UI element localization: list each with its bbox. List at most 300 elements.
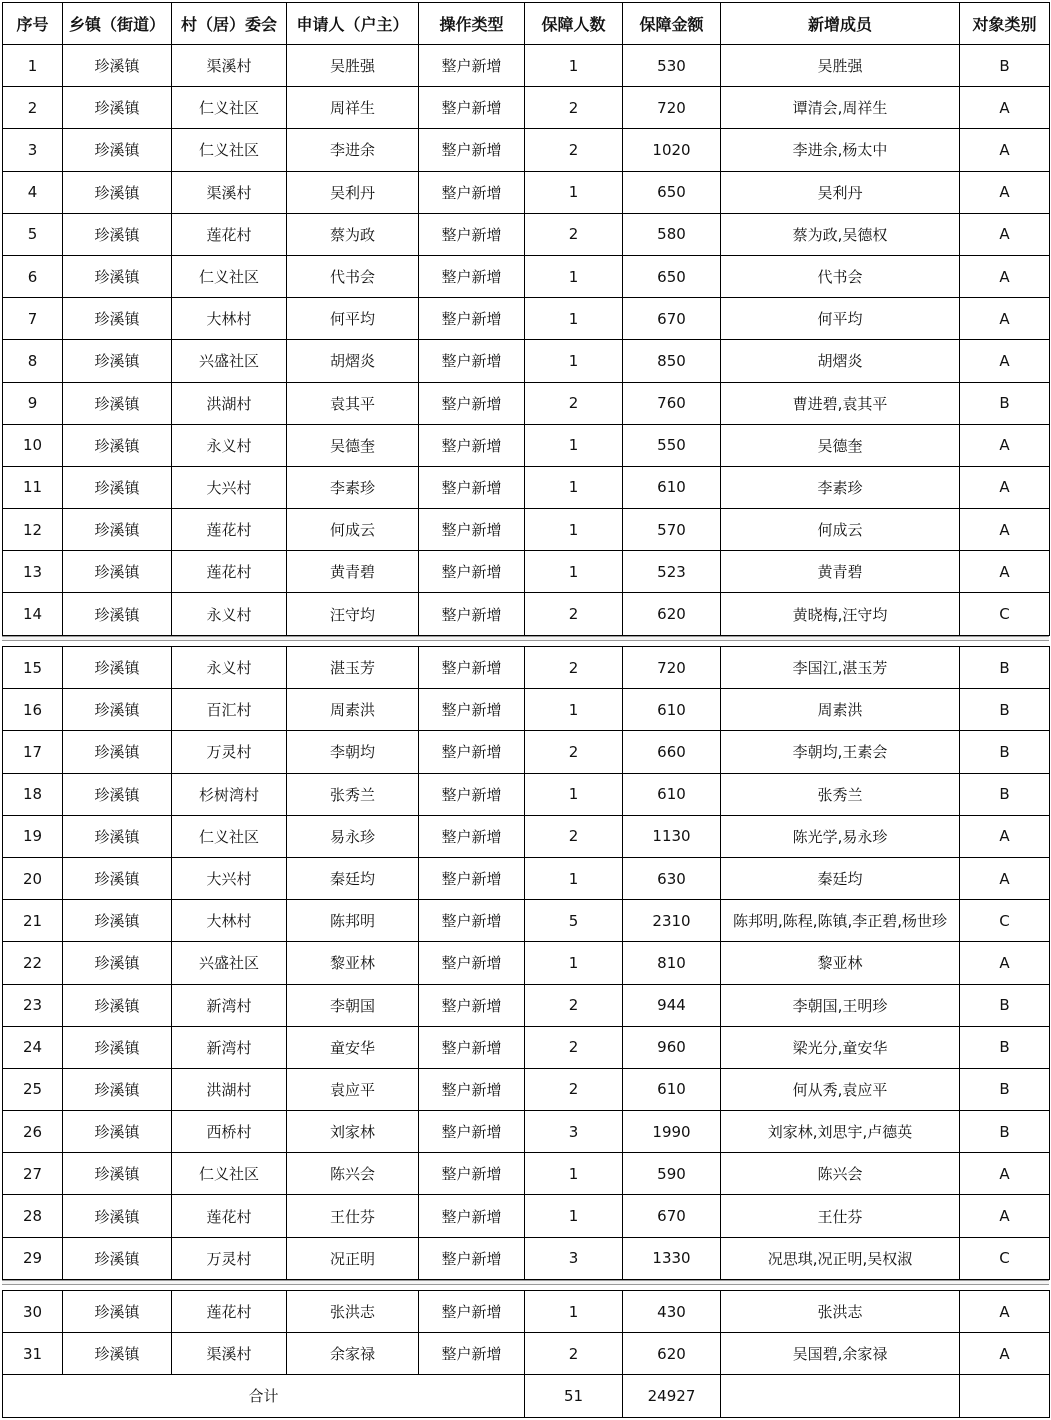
cell-village: 大林村 [172, 900, 287, 942]
cell-persons: 2 [525, 593, 623, 635]
cell-applicant: 何平均 [287, 298, 419, 340]
cell-town: 珍溪镇 [63, 382, 172, 424]
table-row [3, 129, 1050, 171]
cell-operation: 整户新增 [419, 213, 525, 255]
cell-members: 周素洪 [721, 689, 960, 731]
cell-town: 珍溪镇 [63, 900, 172, 942]
cell-amount: 570 [623, 509, 721, 551]
cell-persons: 3 [525, 1111, 623, 1153]
cell-amount: 1330 [623, 1237, 721, 1279]
table-row [3, 171, 1050, 213]
cell-amount: 720 [623, 647, 721, 689]
table-row [3, 1111, 1050, 1153]
cell-town: 珍溪镇 [63, 1068, 172, 1110]
cell-village: 大兴村 [172, 466, 287, 508]
cell-category: A [960, 1195, 1050, 1237]
cell-village: 仁义社区 [172, 1153, 287, 1195]
cell-applicant: 周祥生 [287, 87, 419, 129]
cell-category: A [960, 857, 1050, 899]
cell-village: 新湾村 [172, 1026, 287, 1068]
cell-town: 珍溪镇 [63, 340, 172, 382]
cell-seq: 2 [3, 87, 63, 129]
cell-members: 刘家林,刘思宇,卢德英 [721, 1111, 960, 1153]
cell-operation: 整户新增 [419, 1068, 525, 1110]
cell-village: 渠溪村 [172, 171, 287, 213]
table-row [3, 255, 1050, 297]
table-row [3, 1333, 1050, 1375]
cell-members: 蔡为政,吴德权 [721, 213, 960, 255]
cell-amount: 430 [623, 1291, 721, 1333]
cell-town: 珍溪镇 [63, 129, 172, 171]
total-amount: 24927 [623, 1375, 721, 1417]
cell-persons: 1 [525, 773, 623, 815]
cell-operation: 整户新增 [419, 1153, 525, 1195]
cell-applicant: 易永珍 [287, 815, 419, 857]
cell-village: 仁义社区 [172, 87, 287, 129]
col-header-village: 村（居）委会 [172, 3, 287, 45]
cell-applicant: 张秀兰 [287, 773, 419, 815]
cell-town: 珍溪镇 [63, 466, 172, 508]
table-row [3, 382, 1050, 424]
cell-amount: 620 [623, 593, 721, 635]
cell-village: 永义村 [172, 593, 287, 635]
cell-town: 珍溪镇 [63, 1333, 172, 1375]
cell-seq: 10 [3, 424, 63, 466]
cell-persons: 2 [525, 87, 623, 129]
table-row [3, 647, 1050, 689]
cell-town: 珍溪镇 [63, 45, 172, 87]
cell-village: 兴盛社区 [172, 340, 287, 382]
cell-persons: 1 [525, 340, 623, 382]
col-header-operation: 操作类型 [419, 3, 525, 45]
table-row [3, 509, 1050, 551]
cell-category: B [960, 45, 1050, 87]
cell-category: A [960, 1333, 1050, 1375]
table-row [3, 857, 1050, 899]
cell-persons: 1 [525, 1153, 623, 1195]
cell-operation: 整户新增 [419, 45, 525, 87]
cell-members: 王仕芬 [721, 1195, 960, 1237]
cell-applicant: 汪守均 [287, 593, 419, 635]
cell-seq: 30 [3, 1291, 63, 1333]
cell-persons: 2 [525, 731, 623, 773]
cell-village: 莲花村 [172, 1291, 287, 1333]
cell-village: 西桥村 [172, 1111, 287, 1153]
table-row [3, 298, 1050, 340]
cell-applicant: 余家禄 [287, 1333, 419, 1375]
cell-village: 永义村 [172, 424, 287, 466]
cell-applicant: 吴胜强 [287, 45, 419, 87]
cell-village: 永义村 [172, 647, 287, 689]
cell-persons: 2 [525, 382, 623, 424]
cell-persons: 1 [525, 551, 623, 593]
cell-seq: 18 [3, 773, 63, 815]
cell-members: 张秀兰 [721, 773, 960, 815]
cell-village: 大兴村 [172, 857, 287, 899]
cell-applicant: 张洪志 [287, 1291, 419, 1333]
cell-village: 万灵村 [172, 731, 287, 773]
cell-applicant: 童安华 [287, 1026, 419, 1068]
cell-members: 李进余,杨太中 [721, 129, 960, 171]
cell-operation: 整户新增 [419, 593, 525, 635]
cell-applicant: 王仕芬 [287, 1195, 419, 1237]
cell-category: A [960, 87, 1050, 129]
cell-category: A [960, 255, 1050, 297]
cell-persons: 2 [525, 984, 623, 1026]
cell-operation: 整户新增 [419, 1195, 525, 1237]
cell-applicant: 陈兴会 [287, 1153, 419, 1195]
cell-operation: 整户新增 [419, 942, 525, 984]
cell-persons: 1 [525, 255, 623, 297]
cell-category: C [960, 900, 1050, 942]
cell-applicant: 黎亚林 [287, 942, 419, 984]
cell-amount: 670 [623, 1195, 721, 1237]
table-row [3, 45, 1050, 87]
cell-town: 珍溪镇 [63, 593, 172, 635]
cell-village: 莲花村 [172, 551, 287, 593]
cell-persons: 1 [525, 509, 623, 551]
cell-persons: 2 [525, 1026, 623, 1068]
cell-operation: 整户新增 [419, 857, 525, 899]
cell-seq: 27 [3, 1153, 63, 1195]
cell-village: 渠溪村 [172, 1333, 287, 1375]
cell-applicant: 李朝国 [287, 984, 419, 1026]
cell-seq: 12 [3, 509, 63, 551]
cell-amount: 670 [623, 298, 721, 340]
cell-persons: 5 [525, 900, 623, 942]
cell-operation: 整户新增 [419, 551, 525, 593]
table-row [3, 900, 1050, 942]
cell-members: 梁光分,童安华 [721, 1026, 960, 1068]
cell-amount: 610 [623, 466, 721, 508]
cell-applicant: 周素洪 [287, 689, 419, 731]
cell-town: 珍溪镇 [63, 171, 172, 213]
cell-persons: 3 [525, 1237, 623, 1279]
table-row [3, 773, 1050, 815]
cell-town: 珍溪镇 [63, 1237, 172, 1279]
cell-applicant: 刘家林 [287, 1111, 419, 1153]
cell-persons: 2 [525, 647, 623, 689]
cell-seq: 1 [3, 45, 63, 87]
cell-seq: 17 [3, 731, 63, 773]
cell-town: 珍溪镇 [63, 773, 172, 815]
col-header-category: 对象类别 [960, 3, 1050, 45]
table-row [3, 340, 1050, 382]
col-header-town: 乡镇（街道） [63, 3, 172, 45]
cell-applicant: 蔡为政 [287, 213, 419, 255]
cell-category: B [960, 1111, 1050, 1153]
table-body-1 [3, 45, 1050, 636]
cell-persons: 1 [525, 857, 623, 899]
cell-operation: 整户新增 [419, 424, 525, 466]
cell-applicant: 李朝均 [287, 731, 419, 773]
cell-applicant: 袁其平 [287, 382, 419, 424]
cell-amount: 580 [623, 213, 721, 255]
cell-operation: 整户新增 [419, 1291, 525, 1333]
total-category-empty [960, 1375, 1050, 1417]
cell-members: 李素珍 [721, 466, 960, 508]
cell-category: B [960, 731, 1050, 773]
total-persons: 51 [525, 1375, 623, 1417]
cell-operation: 整户新增 [419, 1111, 525, 1153]
cell-seq: 5 [3, 213, 63, 255]
table-row [3, 1291, 1050, 1333]
cell-operation: 整户新增 [419, 171, 525, 213]
cell-category: B [960, 1026, 1050, 1068]
table-header-row [3, 3, 1050, 45]
table-row [3, 984, 1050, 1026]
cell-town: 珍溪镇 [63, 1195, 172, 1237]
table-row [3, 942, 1050, 984]
cell-persons: 1 [525, 466, 623, 508]
cell-category: A [960, 551, 1050, 593]
cell-members: 李朝均,王素会 [721, 731, 960, 773]
cell-village: 仁义社区 [172, 815, 287, 857]
cell-town: 珍溪镇 [63, 298, 172, 340]
cell-persons: 1 [525, 424, 623, 466]
cell-operation: 整户新增 [419, 773, 525, 815]
cell-operation: 整户新增 [419, 1026, 525, 1068]
table-row [3, 424, 1050, 466]
cell-village: 洪湖村 [172, 1068, 287, 1110]
cell-amount: 810 [623, 942, 721, 984]
table-row [3, 551, 1050, 593]
cell-category: A [960, 424, 1050, 466]
cell-operation: 整户新增 [419, 382, 525, 424]
cell-village: 洪湖村 [172, 382, 287, 424]
table-row [3, 87, 1050, 129]
cell-operation: 整户新增 [419, 1333, 525, 1375]
cell-seq: 15 [3, 647, 63, 689]
cell-town: 珍溪镇 [63, 1111, 172, 1153]
cell-seq: 14 [3, 593, 63, 635]
cell-members: 黄晓梅,汪守均 [721, 593, 960, 635]
cell-operation: 整户新增 [419, 340, 525, 382]
cell-amount: 1990 [623, 1111, 721, 1153]
cell-amount: 1020 [623, 129, 721, 171]
cell-town: 珍溪镇 [63, 1026, 172, 1068]
cell-category: C [960, 1237, 1050, 1279]
table-row [3, 1195, 1050, 1237]
cell-members: 李朝国,王明珍 [721, 984, 960, 1026]
cell-seq: 7 [3, 298, 63, 340]
cell-town: 珍溪镇 [63, 984, 172, 1026]
cell-operation: 整户新增 [419, 129, 525, 171]
cell-persons: 2 [525, 129, 623, 171]
cell-members: 何成云 [721, 509, 960, 551]
cell-applicant: 湛玉芳 [287, 647, 419, 689]
cell-amount: 610 [623, 689, 721, 731]
cell-category: A [960, 171, 1050, 213]
cell-members: 黎亚林 [721, 942, 960, 984]
cell-operation: 整户新增 [419, 815, 525, 857]
cell-village: 大林村 [172, 298, 287, 340]
cell-seq: 31 [3, 1333, 63, 1375]
cell-village: 百汇村 [172, 689, 287, 731]
cell-persons: 1 [525, 689, 623, 731]
cell-category: A [960, 1291, 1050, 1333]
cell-amount: 720 [623, 87, 721, 129]
cell-operation: 整户新增 [419, 731, 525, 773]
cell-village: 莲花村 [172, 213, 287, 255]
table-part-2 [2, 646, 1050, 1280]
cell-category: B [960, 1068, 1050, 1110]
cell-village: 兴盛社区 [172, 942, 287, 984]
cell-operation: 整户新增 [419, 1237, 525, 1279]
cell-applicant: 李进余 [287, 129, 419, 171]
cell-village: 仁义社区 [172, 129, 287, 171]
cell-applicant: 袁应平 [287, 1068, 419, 1110]
cell-members: 谭清会,周祥生 [721, 87, 960, 129]
cell-category: B [960, 689, 1050, 731]
table-body-2 [3, 647, 1050, 1280]
cell-members: 胡熠炎 [721, 340, 960, 382]
cell-amount: 530 [623, 45, 721, 87]
cell-operation: 整户新增 [419, 466, 525, 508]
cell-town: 珍溪镇 [63, 647, 172, 689]
table-row [3, 1237, 1050, 1279]
cell-operation: 整户新增 [419, 984, 525, 1026]
cell-village: 渠溪村 [172, 45, 287, 87]
cell-seq: 11 [3, 466, 63, 508]
cell-operation: 整户新增 [419, 509, 525, 551]
cell-applicant: 吴德奎 [287, 424, 419, 466]
cell-amount: 630 [623, 857, 721, 899]
cell-town: 珍溪镇 [63, 87, 172, 129]
cell-category: A [960, 466, 1050, 508]
cell-amount: 610 [623, 1068, 721, 1110]
cell-members: 陈光学,易永珍 [721, 815, 960, 857]
cell-persons: 2 [525, 1068, 623, 1110]
cell-town: 珍溪镇 [63, 213, 172, 255]
total-label: 合计 [3, 1375, 525, 1417]
table-row [3, 815, 1050, 857]
cell-seq: 21 [3, 900, 63, 942]
cell-members: 黄青碧 [721, 551, 960, 593]
cell-persons: 2 [525, 1333, 623, 1375]
cell-town: 珍溪镇 [63, 731, 172, 773]
cell-persons: 1 [525, 171, 623, 213]
cell-amount: 550 [623, 424, 721, 466]
cell-town: 珍溪镇 [63, 815, 172, 857]
cell-members: 吴德奎 [721, 424, 960, 466]
cell-town: 珍溪镇 [63, 689, 172, 731]
table-row [3, 593, 1050, 635]
cell-seq: 22 [3, 942, 63, 984]
cell-category: A [960, 1153, 1050, 1195]
cell-seq: 3 [3, 129, 63, 171]
cell-category: B [960, 773, 1050, 815]
cell-category: A [960, 509, 1050, 551]
table-row [3, 1153, 1050, 1195]
cell-members: 张洪志 [721, 1291, 960, 1333]
cell-amount: 850 [623, 340, 721, 382]
table-row [3, 213, 1050, 255]
cell-members: 李国江,湛玉芳 [721, 647, 960, 689]
table-body-3 [3, 1291, 1050, 1375]
cell-operation: 整户新增 [419, 298, 525, 340]
cell-seq: 16 [3, 689, 63, 731]
cell-persons: 2 [525, 815, 623, 857]
cell-applicant: 秦廷均 [287, 857, 419, 899]
cell-applicant: 吴利丹 [287, 171, 419, 213]
cell-amount: 660 [623, 731, 721, 773]
cell-amount: 523 [623, 551, 721, 593]
cell-town: 珍溪镇 [63, 255, 172, 297]
cell-operation: 整户新增 [419, 900, 525, 942]
cell-applicant: 陈邦明 [287, 900, 419, 942]
cell-amount: 944 [623, 984, 721, 1026]
cell-persons: 2 [525, 213, 623, 255]
cell-amount: 2310 [623, 900, 721, 942]
cell-town: 珍溪镇 [63, 942, 172, 984]
cell-members: 秦廷均 [721, 857, 960, 899]
cell-applicant: 李素珍 [287, 466, 419, 508]
cell-category: A [960, 815, 1050, 857]
cell-persons: 1 [525, 298, 623, 340]
cell-applicant: 黄青碧 [287, 551, 419, 593]
cell-members: 陈邦明,陈程,陈镇,李正碧,杨世珍 [721, 900, 960, 942]
cell-category: A [960, 129, 1050, 171]
cell-category: C [960, 593, 1050, 635]
cell-seq: 19 [3, 815, 63, 857]
total-row [3, 1375, 1050, 1417]
cell-village: 杉树湾村 [172, 773, 287, 815]
col-header-applicant: 申请人（户主） [287, 3, 419, 45]
cell-applicant: 况正明 [287, 1237, 419, 1279]
table-row [3, 731, 1050, 773]
cell-seq: 26 [3, 1111, 63, 1153]
table-row [3, 466, 1050, 508]
col-header-persons: 保障人数 [525, 3, 623, 45]
cell-seq: 13 [3, 551, 63, 593]
cell-town: 珍溪镇 [63, 551, 172, 593]
cell-category: A [960, 340, 1050, 382]
cell-town: 珍溪镇 [63, 424, 172, 466]
cell-seq: 6 [3, 255, 63, 297]
cell-town: 珍溪镇 [63, 1291, 172, 1333]
cell-amount: 610 [623, 773, 721, 815]
cell-town: 珍溪镇 [63, 857, 172, 899]
cell-seq: 23 [3, 984, 63, 1026]
cell-amount: 760 [623, 382, 721, 424]
cell-seq: 9 [3, 382, 63, 424]
col-header-amount: 保障金额 [623, 3, 721, 45]
cell-amount: 590 [623, 1153, 721, 1195]
cell-applicant: 胡熠炎 [287, 340, 419, 382]
page-divider [2, 636, 1049, 641]
cell-village: 莲花村 [172, 509, 287, 551]
cell-village: 新湾村 [172, 984, 287, 1026]
table-row [3, 689, 1050, 731]
cell-amount: 650 [623, 171, 721, 213]
cell-category: B [960, 984, 1050, 1026]
cell-persons: 1 [525, 45, 623, 87]
cell-applicant: 代书会 [287, 255, 419, 297]
cell-seq: 29 [3, 1237, 63, 1279]
cell-seq: 28 [3, 1195, 63, 1237]
cell-members: 曹进碧,袁其平 [721, 382, 960, 424]
cell-seq: 8 [3, 340, 63, 382]
cell-seq: 20 [3, 857, 63, 899]
cell-village: 仁义社区 [172, 255, 287, 297]
cell-persons: 1 [525, 942, 623, 984]
total-members-empty [721, 1375, 960, 1417]
cell-category: A [960, 942, 1050, 984]
cell-village: 万灵村 [172, 1237, 287, 1279]
cell-members: 何平均 [721, 298, 960, 340]
cell-operation: 整户新增 [419, 87, 525, 129]
